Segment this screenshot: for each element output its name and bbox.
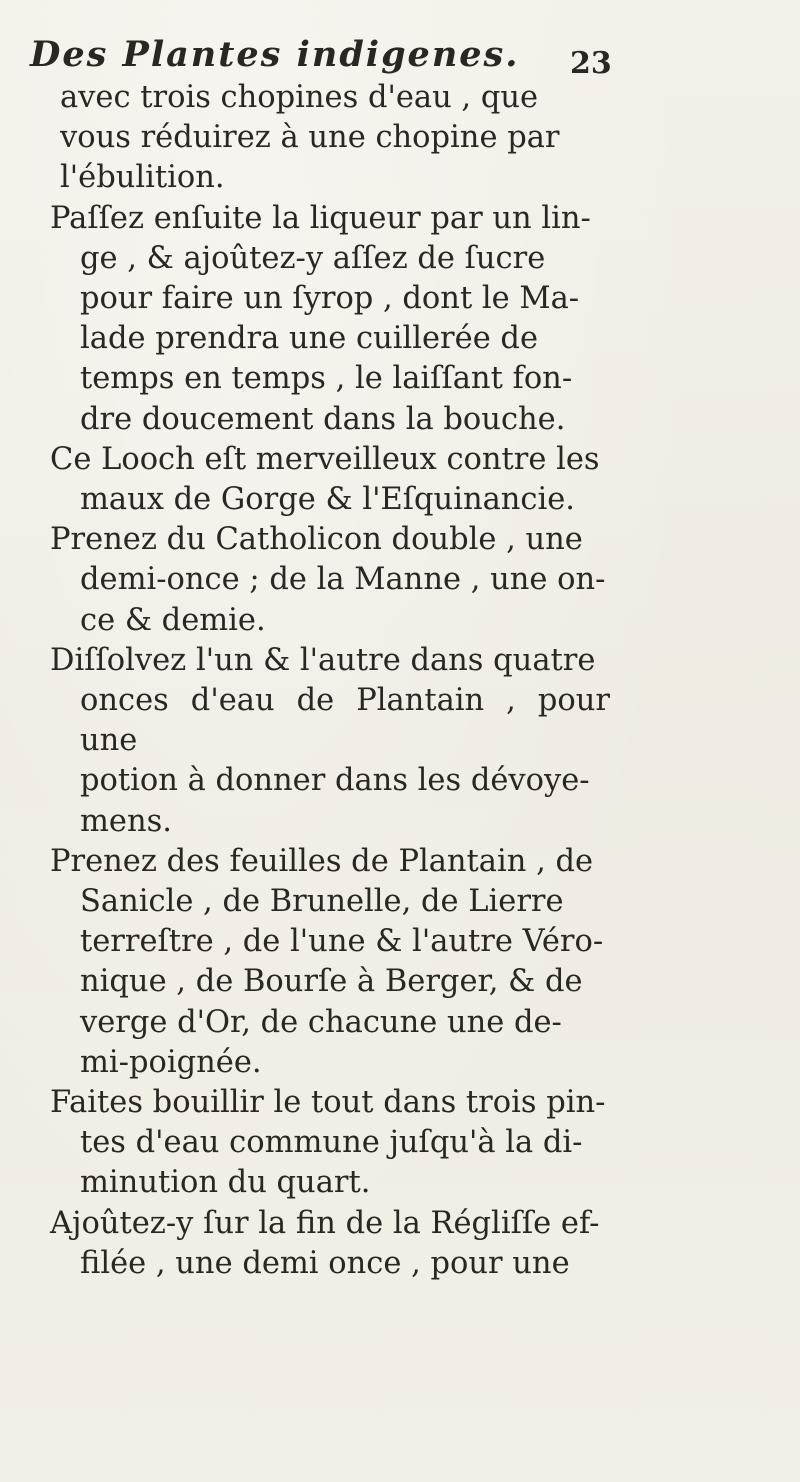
page-number: 23 — [570, 46, 612, 81]
running-head: Des Plantes indigenes. — [30, 34, 520, 75]
paragraph-6: Prenez des feuilles de Plantain , de Sanicle , de Brunelle, de Lierre terreſtre , de l'une & l'autre Véro- nique , de Bourſe à Berger, & de verge d'Or, de chacune une de- mi-poignée. — [50, 843, 604, 1080]
paragraph-5: Diſſolvez l'un & l'autre dans quatre onces d'eau de Plantain , pour une potion à donner dans les dévoye- mens. — [50, 642, 610, 839]
paragraph-1: avec trois chopines d'eau , que vous réduirez à une chopine par l'ébulition. — [60, 80, 560, 196]
paragraph-8: Ajoûtez-y ſur la fin de la Régliſſe ef- filée , une demi once , pour une — [50, 1205, 600, 1281]
body-text — [50, 78, 610, 1284]
paragraph-7: Faites bouillir le tout dans trois pin- tes d'eau commune juſqu'à la di- minution du quart. — [50, 1085, 606, 1201]
paragraph-4: Prenez du Catholicon double , une demi-once ; de la Manne , une on- ce & demie. — [50, 522, 606, 638]
paragraph-2: Paſſez enſuite la liqueur par un lin- ge , & ajoûtez-y aſſez de ſucre pour faire un ſyrop , dont le Ma- lade prendra une cuillerée de temps en temps , le laiſſant fon- dre doucement dans la bouche. — [50, 200, 591, 437]
paragraph-3: Ce Looch eſt merveilleux contre les maux de Gorge & l'Eſquinancie. — [50, 441, 600, 518]
